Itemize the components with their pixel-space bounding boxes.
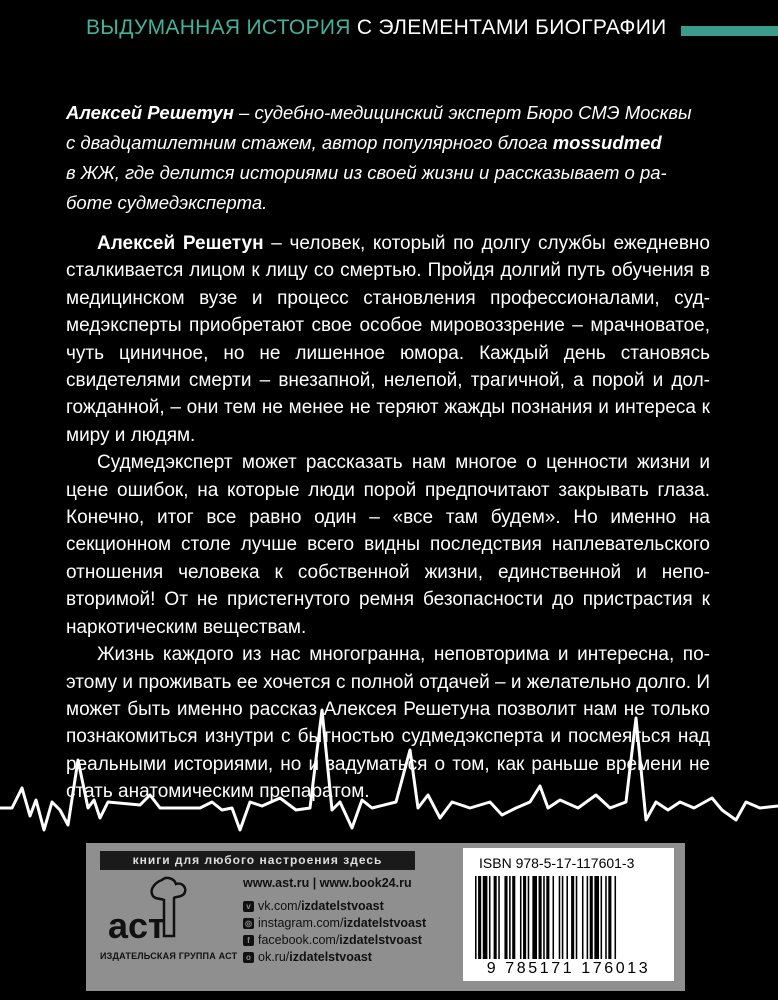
website-links[interactable]: www.ast.ru | www.book24.ru bbox=[243, 876, 412, 890]
ast-logo bbox=[104, 876, 200, 946]
barcode-bar bbox=[582, 876, 584, 959]
social-link-vk[interactable] bbox=[243, 898, 426, 915]
barcode-bar bbox=[520, 876, 522, 959]
social-link-ok[interactable] bbox=[243, 949, 426, 966]
barcode-bar bbox=[504, 876, 507, 959]
series-header bbox=[86, 16, 666, 40]
barcode-bar bbox=[483, 876, 488, 959]
series-header-accent: ВЫДУМАННАЯ ИСТОРИЯ bbox=[86, 16, 351, 39]
vk-icon: v bbox=[243, 901, 254, 912]
barcode-bar bbox=[475, 876, 477, 959]
barcode-number: 9 785171 176013 bbox=[486, 960, 651, 977]
barcode bbox=[473, 876, 664, 959]
intro-text-2: с двадцатилетним стажем, автор популярного блога bbox=[66, 132, 553, 153]
author-intro bbox=[66, 98, 694, 218]
barcode-bar bbox=[566, 876, 568, 959]
barcode-bar bbox=[587, 876, 589, 959]
barcode-bar bbox=[553, 876, 555, 959]
social-handle: izdatelstvoast bbox=[301, 899, 384, 913]
logo-text: аст bbox=[108, 905, 166, 946]
social-prefix: vk.com/ bbox=[258, 899, 302, 913]
barcode-bar bbox=[608, 876, 611, 959]
barcode-bar bbox=[571, 876, 574, 959]
intro-text-1: – судебно-медицинский эксперт Бюро СМЭ Москвы bbox=[233, 102, 692, 123]
blurb-text-1: – человек, который по долгу службы ежедневно сталкивается лицом к лицу со смертью. Пройдя долгий путь обучения в медицинском вузе и процесс становления профессионалами, судмедэксперты приобретают свое особое мировоззрение – мрачноватое, чуть циничное, но не лишенное юмора. Каждый день становясь свидетелями смерти – внезапной, нелепой, трагичной, а порой и долгожданной, – они тем не менее не теряют жажды познания и интереса к миру и людям. bbox=[66, 233, 710, 446]
slogan-banner: книги для любого настроения здесь bbox=[100, 851, 415, 870]
barcode-bar bbox=[594, 876, 599, 959]
instagram-icon: ◎ bbox=[243, 918, 254, 929]
barcode-bar bbox=[539, 876, 542, 959]
social-links bbox=[243, 898, 426, 966]
blurb-paragraph-3: Жизнь каждого из нас многогранна, неповторима и интересна, поэтому и проживать ее хочется с полной отдачей – и желательно долго. И может быть именно рассказ Алексея Решетуна позволит нам не только познакомиться изнутри с бытностью судмедэксперта и посмеяться над реальными историями, но и задуматься о том, как раньше времени не стать анатомическим препаратом. bbox=[66, 644, 711, 803]
barcode-bar bbox=[532, 876, 537, 959]
intro-text-4: боте судмедэксперта. bbox=[66, 192, 268, 213]
barcode-bar bbox=[489, 876, 491, 959]
facebook-icon: f bbox=[243, 935, 254, 946]
odnoklassniki-icon: o bbox=[243, 952, 254, 963]
blurb-paragraph-2: Судмедэксперт может рассказать нам многое о ценности жизни и цене ошибок, на которые люди порой предпочитают закрывать глаза. Конечно, итог все равно один – «все там будем». Но именно на секционном столе лучше всего видны последствия наплевательского отношения человека к собственной жизни, единственной и неповторимой! От не пристегнутого ремня безопасности до пристрастия к наркотическим веществам. bbox=[66, 452, 710, 638]
barcode-bar bbox=[576, 876, 578, 959]
social-prefix: instagram.com/ bbox=[258, 916, 344, 930]
social-handle: izdatelstvoast bbox=[339, 933, 422, 947]
barcode-bar bbox=[478, 876, 481, 959]
intro-text-3: в ЖЖ, где делится историями из своей жизни и рассказывает о ра- bbox=[66, 162, 667, 183]
social-prefix: facebook.com/ bbox=[258, 933, 340, 947]
publisher-name: ИЗДАТЕЛЬСКАЯ ГРУППА АСТ bbox=[100, 951, 238, 961]
publisher-panel bbox=[86, 843, 685, 991]
blurb-author-name: Алексей Решетун bbox=[97, 233, 264, 254]
social-link-facebook[interactable] bbox=[243, 932, 426, 949]
intro-author-name: Алексей Решетун bbox=[66, 102, 234, 123]
barcode-bar bbox=[601, 876, 603, 959]
barcode-bar bbox=[494, 876, 497, 959]
intro-blog-name: mossudmed bbox=[552, 132, 662, 153]
barcode-bar bbox=[562, 876, 564, 959]
barcode-bar bbox=[543, 876, 545, 959]
barcode-bar bbox=[498, 876, 500, 959]
barcode-bar bbox=[546, 876, 549, 959]
barcode-bar bbox=[615, 876, 617, 959]
barcode-bar bbox=[512, 876, 515, 959]
isbn-text: ISBN 978-5-17-117601-3 bbox=[479, 855, 635, 871]
isbn-barcode-box bbox=[463, 848, 674, 981]
header-accent-bar bbox=[681, 26, 778, 36]
barcode-bar bbox=[528, 876, 530, 959]
social-handle: izdatelstvoast bbox=[343, 916, 427, 930]
social-link-instagram[interactable] bbox=[243, 915, 426, 932]
barcode-bar bbox=[509, 876, 511, 959]
barcode-bar bbox=[559, 876, 561, 959]
barcode-bar bbox=[523, 876, 526, 959]
barcode-bar bbox=[605, 876, 607, 959]
social-handle: izdatelstvoast bbox=[289, 950, 372, 964]
social-prefix: ok.ru/ bbox=[258, 950, 290, 964]
series-header-rest: С ЭЛЕМЕНТАМИ БИОГРАФИИ bbox=[356, 16, 667, 39]
barcode-bar bbox=[590, 876, 593, 959]
blurb-paragraph-1 bbox=[66, 230, 710, 449]
